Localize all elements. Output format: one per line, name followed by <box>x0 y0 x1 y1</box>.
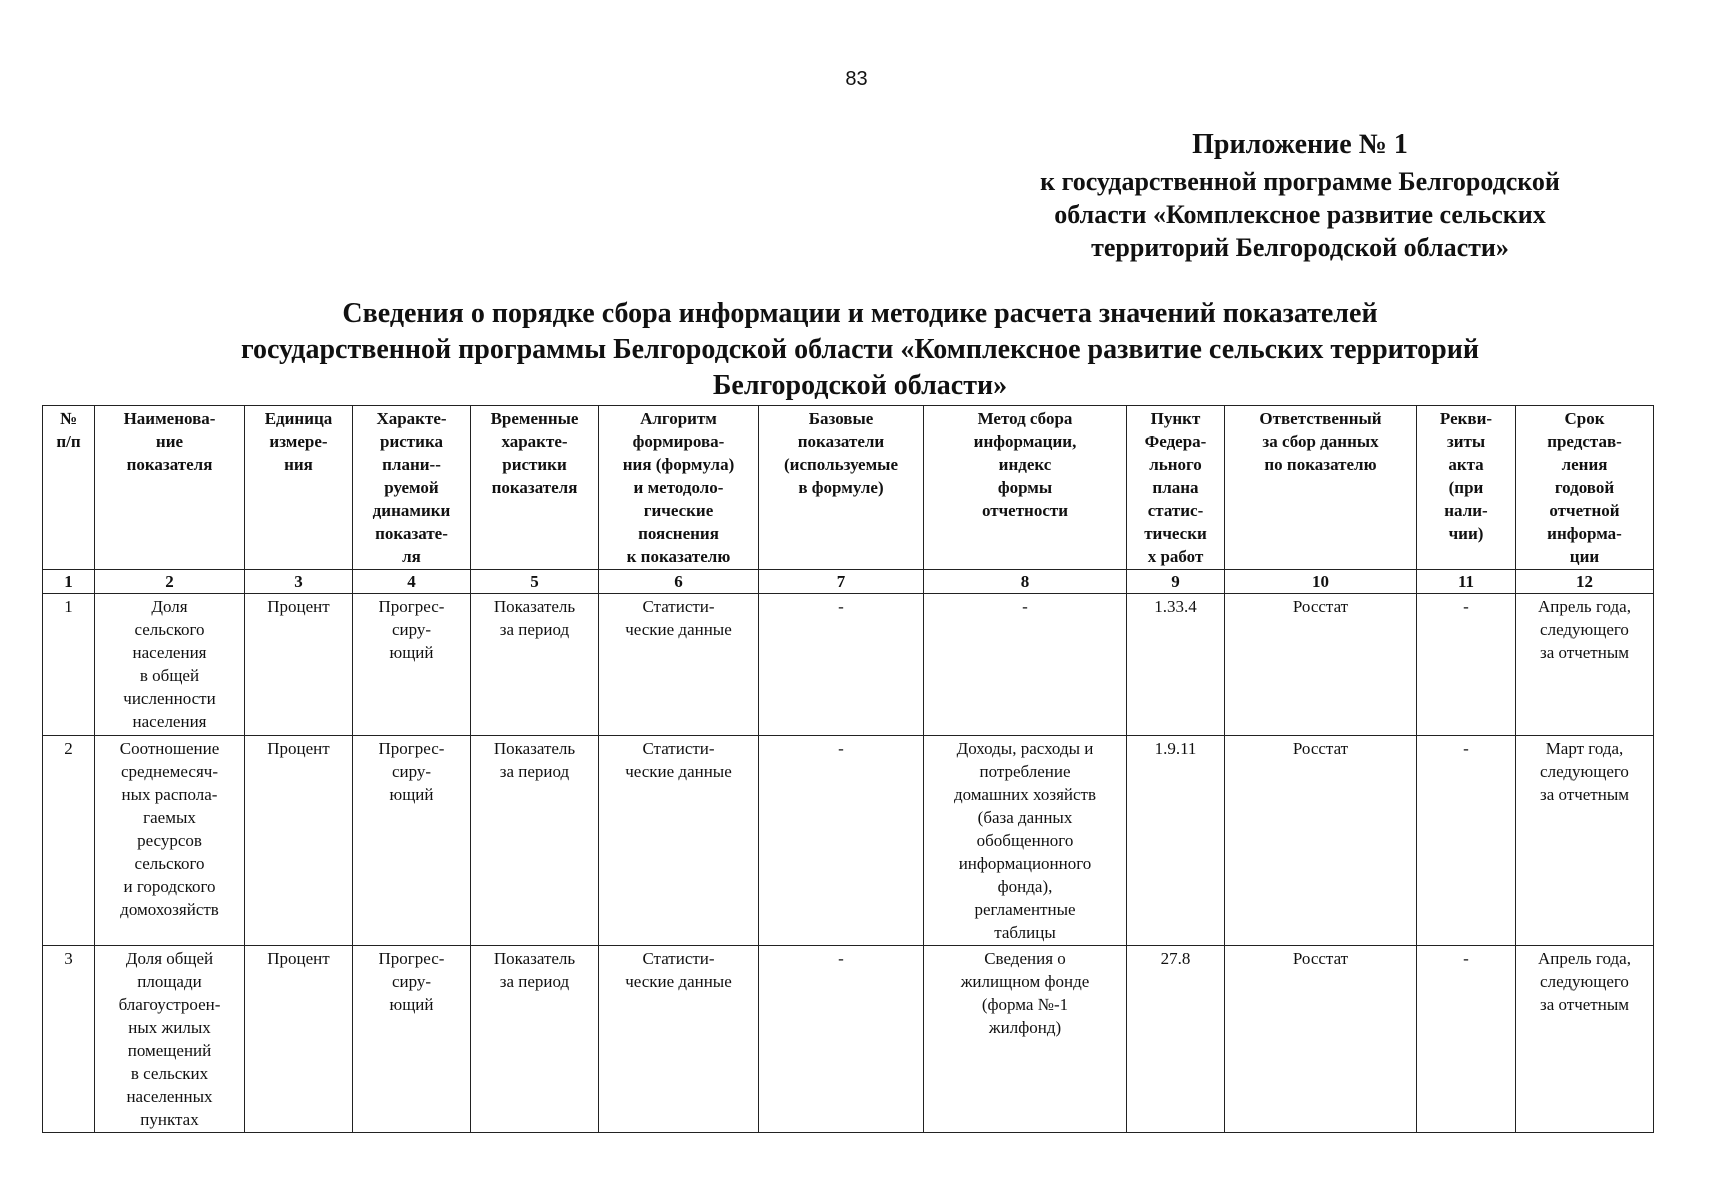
column-number: 9 <box>1127 570 1225 594</box>
cell-plan-item: 27.8 <box>1127 946 1225 1133</box>
header-deadline: Срок представ- ления годовой отчетной информа- ции <box>1516 406 1654 570</box>
cell-act-details: - <box>1417 736 1516 946</box>
header-unit: Единица измере- ния <box>245 406 353 570</box>
column-number: 2 <box>95 570 245 594</box>
cell-deadline: Апрель года, следующего за отчетным <box>1516 594 1654 736</box>
appendix-title: Приложение № 1 <box>1192 129 1408 160</box>
column-number: 1 <box>43 570 95 594</box>
cell-base-indicators: - <box>759 594 924 736</box>
table-row <box>43 946 1654 1133</box>
cell-number: 1 <box>43 594 95 736</box>
header-responsible: Ответственный за сбор данных по показателю <box>1225 406 1417 570</box>
cell-algorithm: Статисти- ческие данные <box>599 946 759 1133</box>
cell-indicator-name: Соотношение среднемесяч- ных распола- гаемых ресурсов сельского и городского домохозяйств <box>95 736 245 946</box>
document-title-line: государственной программы Белгородской области «Комплексное развитие сельских территорий <box>240 334 1480 365</box>
column-number: 3 <box>245 570 353 594</box>
header-act-details: Рекви- зиты акта (при нали- чии) <box>1417 406 1516 570</box>
table-row <box>43 736 1654 946</box>
document-title <box>160 296 1560 404</box>
cell-act-details: - <box>1417 946 1516 1133</box>
cell-base-indicators: - <box>759 946 924 1133</box>
cell-time-characteristics: Показатель за период <box>471 736 599 946</box>
cell-indicator-name: Доля общей площади благоустроен- ных жилых помещений в сельских населенных пунктах <box>95 946 245 1133</box>
cell-collection-method: - <box>924 594 1127 736</box>
page-number: 83 <box>845 68 868 90</box>
cell-number: 2 <box>43 736 95 946</box>
cell-indicator-name: Доля сельского населения в общей численности населения <box>95 594 245 736</box>
column-number-row <box>43 570 1654 594</box>
appendix-header <box>990 128 1610 264</box>
cell-unit: Процент <box>245 736 353 946</box>
cell-number: 3 <box>43 946 95 1133</box>
cell-algorithm: Статисти- ческие данные <box>599 594 759 736</box>
column-number: 6 <box>599 570 759 594</box>
cell-algorithm: Статисти- ческие данные <box>599 736 759 946</box>
cell-base-indicators: - <box>759 736 924 946</box>
column-number: 11 <box>1417 570 1516 594</box>
cell-deadline: Апрель года, следующего за отчетным <box>1516 946 1654 1133</box>
cell-time-characteristics: Показатель за период <box>471 946 599 1133</box>
column-number: 8 <box>924 570 1127 594</box>
column-number: 10 <box>1225 570 1417 594</box>
header-base-indicators: Базовые показатели (используемые в формуле) <box>759 406 924 570</box>
table-header-row <box>43 406 1654 570</box>
cell-collection-method: Сведения о жилищном фонде (форма №-1 жилфонд) <box>924 946 1127 1133</box>
cell-collection-method: Доходы, расходы и потребление домашних хозяйств (база данных обобщенного информационного фонда), регламентные таблицы <box>924 736 1127 946</box>
header-indicator-name: Наименова- ние показателя <box>95 406 245 570</box>
cell-dynamics: Прогрес- сиру- ющий <box>353 736 471 946</box>
cell-time-characteristics: Показатель за период <box>471 594 599 736</box>
cell-dynamics: Прогрес- сиру- ющий <box>353 594 471 736</box>
column-number: 4 <box>353 570 471 594</box>
header-time-characteristics: Временные характе- ристики показателя <box>471 406 599 570</box>
column-number: 7 <box>759 570 924 594</box>
cell-unit: Процент <box>245 594 353 736</box>
cell-act-details: - <box>1417 594 1516 736</box>
cell-dynamics: Прогрес- сиру- ющий <box>353 946 471 1133</box>
appendix-line: области «Комплексное развитие сельских <box>1054 200 1546 229</box>
header-number: № п/п <box>43 406 95 570</box>
cell-responsible: Росстат <box>1225 594 1417 736</box>
document-title-line: Сведения о порядке сбора информации и методике расчета значений показателей <box>342 298 1378 329</box>
cell-plan-item: 1.9.11 <box>1127 736 1225 946</box>
header-collection-method: Метод сбора информации, индекс формы отчетности <box>924 406 1127 570</box>
cell-responsible: Росстат <box>1225 736 1417 946</box>
cell-plan-item: 1.33.4 <box>1127 594 1225 736</box>
header-dynamics: Характе- ристика плани-- руемой динамики показате- ля <box>353 406 471 570</box>
table-row <box>43 594 1654 736</box>
column-number: 12 <box>1516 570 1654 594</box>
document-title-line: Белгородской области» <box>712 370 1008 401</box>
header-plan-item: Пункт Федера- льного плана статис- тически х работ <box>1127 406 1225 570</box>
column-number: 5 <box>471 570 599 594</box>
indicators-table <box>42 405 1654 1133</box>
cell-unit: Процент <box>245 946 353 1133</box>
appendix-line: к государственной программе Белгородской <box>1040 167 1560 196</box>
header-algorithm: Алгоритм формирова- ния (формула) и методоло- гические пояснения к показателю <box>599 406 759 570</box>
appendix-line: территорий Белгородской области» <box>1091 233 1509 262</box>
cell-deadline: Март года, следующего за отчетным <box>1516 736 1654 946</box>
cell-responsible: Росстат <box>1225 946 1417 1133</box>
